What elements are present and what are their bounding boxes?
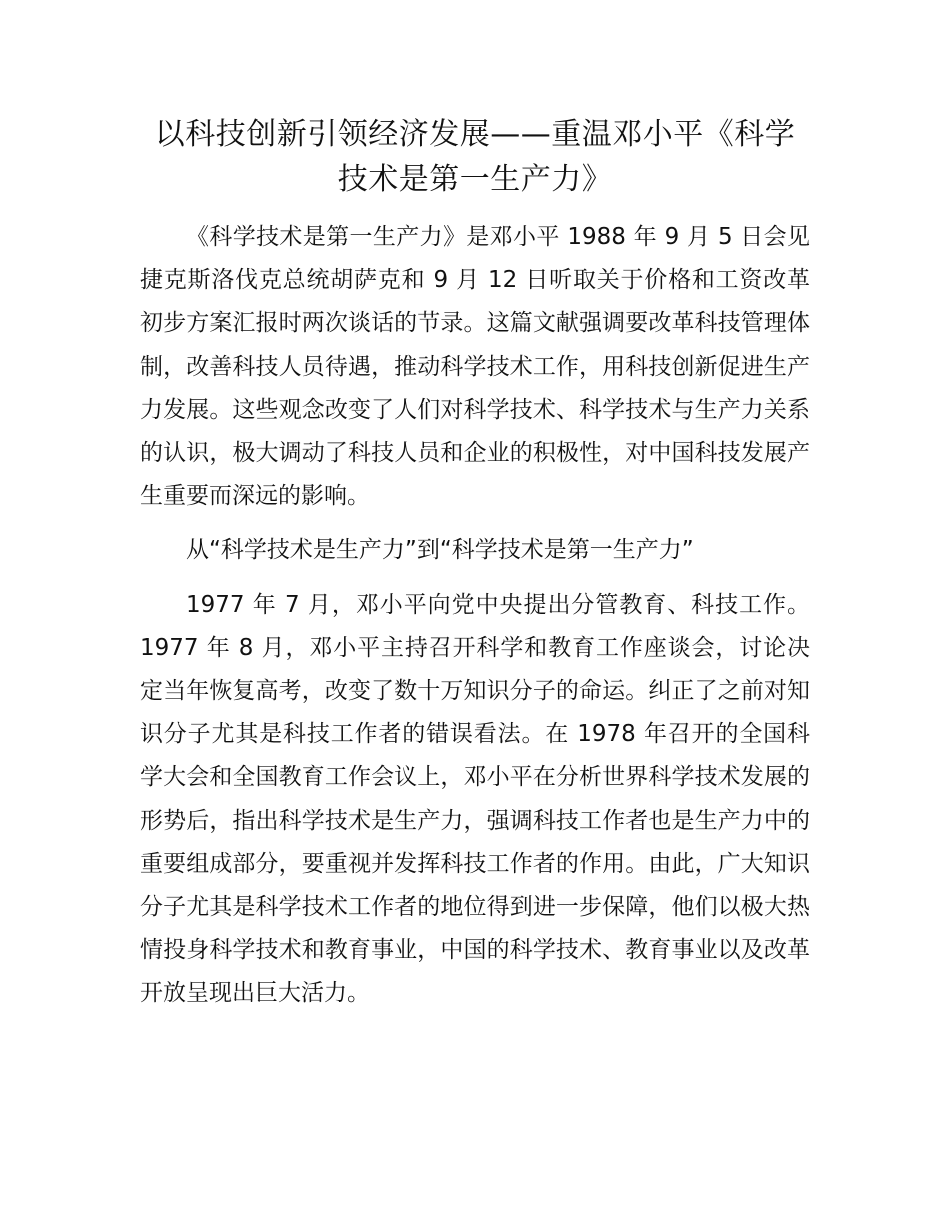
section-heading: 从“科学技术是生产力”到“科学技术是第一生产力” — [186, 537, 694, 564]
document-title: 以科技创新引领经济发展——重温邓小平《科学技术是第一生产力》 — [154, 117, 796, 197]
body-paragraph: 1977 年 7 月，邓小平向党中央提出分管教育、科技工作。1977 年 8 月，邓小平主持召开科学和教育工作座谈会，讨论决定当年恢复高考，改变了数十万知识分子的命运。纠正了之前对知识分子尤其是科技工作者的错误看法。在 1978 年召开的全国科学大会和全国教育工作会议上，邓小平在分析世界科学技术发展的形势后，指出科学技术是生产力，强调科技工作者也是生产力中的重要组成部分，要重视并发挥科技工作者的作用。由此，广大知识分子尤其是科学技术工作者的地位得到进一步保障，他们以极大热情投身科学技术和教育事业，中国的科学技术、教育事业以及改革开放呈现出巨大活力。 — [140, 591, 810, 1007]
intro-paragraph: 《科学技术是第一生产力》是邓小平 1988 年 9 月 5 日会见捷克斯洛伐克总统胡萨克和 9 月 12 日听取关于价格和工资改革初步方案汇报时两次谈话的节录。这篇文献强调要改革科技管理体制，改善科技人员待遇，推动科学技术工作，用科技创新促进生产力发展。这些观念改变了人们对科学技术、科学技术与生产力关系的认识，极大调动了科技人员和企业的积极性，对中国科技发展产生重要而深远的影响。 — [140, 224, 810, 510]
document-body — [140, 112, 810, 1016]
